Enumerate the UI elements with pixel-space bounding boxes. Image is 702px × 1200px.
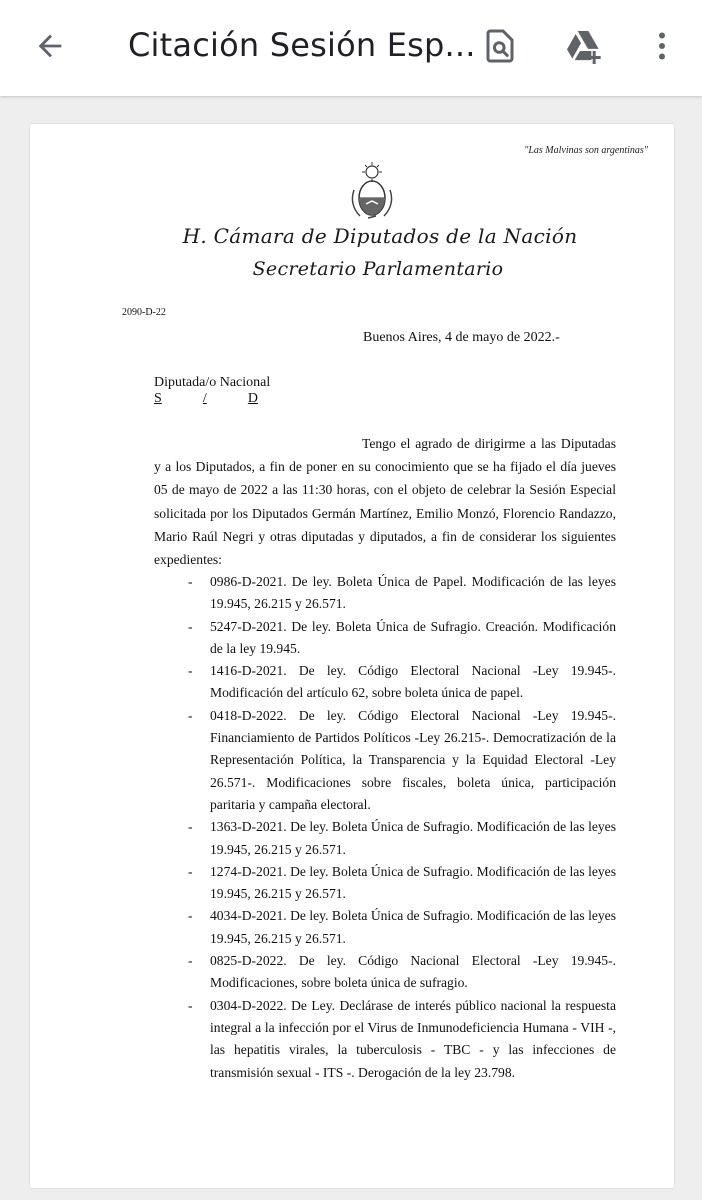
list-item bbox=[188, 861, 616, 906]
bullet: - bbox=[188, 997, 193, 1013]
bullet: - bbox=[188, 953, 193, 969]
date-line: Buenos Aires, 4 de mayo de 2022.- bbox=[363, 330, 560, 345]
bullet: - bbox=[188, 618, 193, 634]
sd-slash: / bbox=[202, 391, 207, 406]
list-item bbox=[188, 950, 616, 995]
sd-line bbox=[154, 391, 258, 407]
back-button[interactable] bbox=[30, 26, 70, 66]
list-item bbox=[188, 616, 616, 661]
more-options-button[interactable] bbox=[640, 24, 684, 68]
document-title: Citación Sesión Esp... bbox=[128, 26, 476, 64]
bullet: - bbox=[188, 819, 193, 835]
sd-s: S bbox=[154, 391, 162, 406]
coat-of-arms-icon bbox=[348, 160, 396, 222]
secretariat-name: Secretario Parlamentario bbox=[252, 258, 504, 280]
body-paragraph: Tengo el agrado de dirigirme a las Diputadas y a los Diputados, a fin de poner en su conocimiento que se ha fijado el día jueves 05 de mayo de 2022 a las 11:30 horas, con el objeto de celebrar la Sesión Especial solicitada por los Diputados Germán Martínez, Emilio Monzó, Florencio Randazzo, Mario Raúl Negri y otras diputadas y diputados, a fin de considerar los siguientes expedientes: bbox=[154, 436, 616, 568]
arrow-back-icon bbox=[33, 29, 67, 63]
list-item-text: 0304-D-2022. De Ley. Declárase de interés público nacional la respuesta integral a la infección por el Virus de Inmunodeficiencia Humana - VIH -, las hepatitis virales, la tuberculosis - TBC - y las infecciones de transmisión sexual - ITS -. Derogación de la ley 23.798. bbox=[210, 997, 616, 1080]
addressee-title: Diputada/o Nacional bbox=[154, 375, 271, 390]
list-item-text: 5247-D-2021. De ley. Boleta Única de Sufragio. Creación. Modificación de la ley 19.945. bbox=[210, 618, 616, 656]
list-item bbox=[188, 905, 616, 950]
add-to-drive-button[interactable] bbox=[562, 24, 606, 68]
expedientes-list bbox=[188, 571, 616, 1084]
list-item-text: 0825-D-2022. De ley. Código Nacional Electoral -Ley 19.945-. Modificaciones, sobre boleta única de sufragio. bbox=[210, 953, 616, 991]
list-item-text: 0418-D-2022. De ley. Código Electoral Nacional -Ley 19.945-. Financiamiento de Partidos Políticos -Ley 26.215-. Democratización de la Representación Política, la Transparencia y la Equidad Electoral -Ley 26.571-. Modificaciones sobre fiscales, boleta única, participación paritaria y campaña electoral. bbox=[210, 707, 616, 812]
list-item bbox=[188, 995, 616, 1084]
list-item-text: 1416-D-2021. De ley. Código Electoral Nacional -Ley 19.945-. Modificación del artículo 62, sobre boleta única de papel. bbox=[210, 663, 616, 701]
reference-number: 2090-D-22 bbox=[122, 307, 166, 318]
motto: "Las Malvinas son argentinas" bbox=[524, 145, 648, 156]
sd-d: D bbox=[247, 391, 258, 406]
chamber-name: H. Cámara de Diputados de la Nación bbox=[182, 224, 578, 248]
bullet: - bbox=[188, 574, 193, 589]
bullet: - bbox=[188, 908, 193, 924]
list-item-text: 1274-D-2021. De ley. Boleta Única de Sufragio. Modificación de las leyes 19.945, 26.215 y 26.571. bbox=[210, 863, 616, 902]
list-item-text: 4034-D-2021. De ley. Boleta Única de Sufragio. Modificación de las leyes 19.945, 26.215 y 26.571. bbox=[210, 908, 616, 946]
list-item-text: 1363-D-2021. De ley. Boleta Única de Sufragio. Modificación de las leyes 19.945, 26.215 y 26.571. bbox=[210, 819, 616, 857]
document-page bbox=[30, 124, 674, 1188]
find-in-page-icon bbox=[482, 28, 518, 64]
bullet: - bbox=[188, 663, 193, 679]
add-to-drive-icon bbox=[564, 26, 604, 66]
app-bar bbox=[0, 0, 702, 96]
list-item bbox=[188, 571, 616, 616]
find-in-page-button[interactable] bbox=[478, 24, 522, 68]
list-item bbox=[188, 660, 616, 705]
bullet: - bbox=[188, 863, 193, 879]
more-vert-icon bbox=[644, 28, 680, 64]
bullet: - bbox=[188, 707, 193, 723]
list-item bbox=[188, 705, 616, 816]
addressee bbox=[154, 375, 270, 407]
list-item-text: 0986-D-2021. De ley. Boleta Única de Papel. Modificación de las leyes 19.945, 26.215 y 26.571. bbox=[210, 574, 616, 612]
list-item bbox=[188, 816, 616, 861]
